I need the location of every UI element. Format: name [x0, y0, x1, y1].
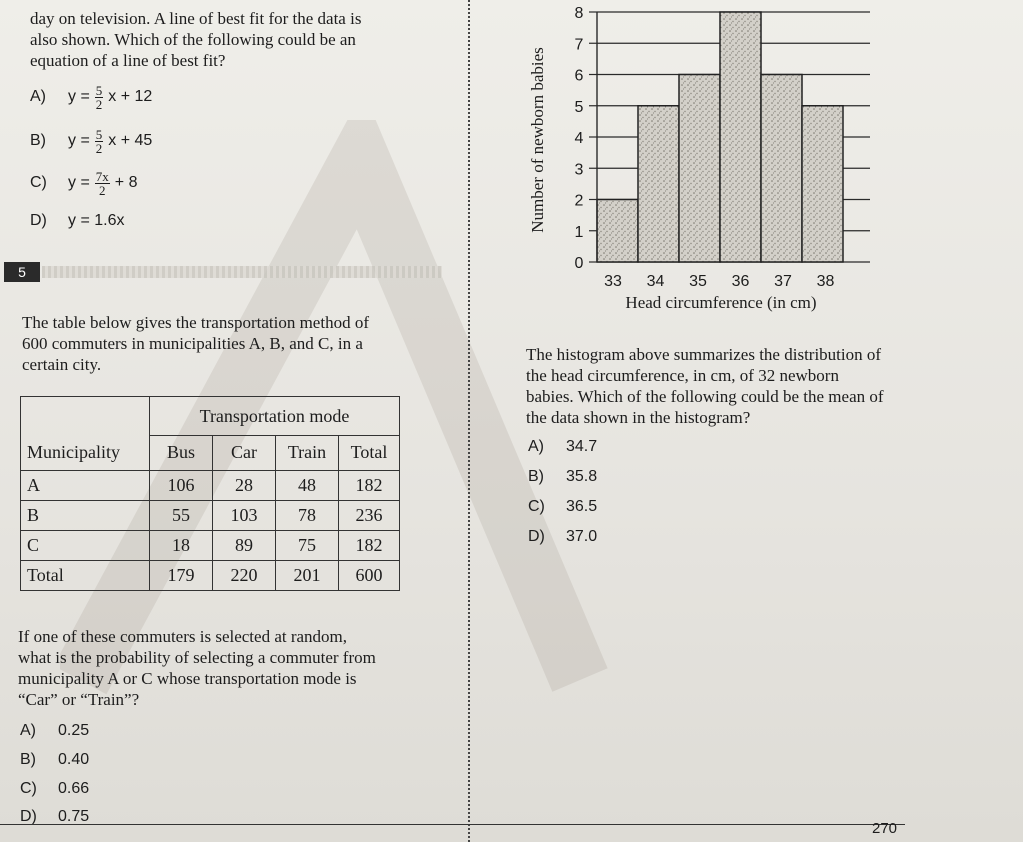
table-cell: 89: [213, 530, 276, 560]
q5-question-line: what is the probability of selecting a commuter from: [18, 648, 376, 667]
choice-text: 37.0: [566, 528, 598, 545]
q5-choice-c: [20, 780, 89, 798]
table-cell: 55: [150, 500, 213, 530]
y-tick-label: 4: [574, 130, 584, 147]
y-axis-label: Number of newborn babies: [528, 47, 547, 233]
histogram-bar: [720, 12, 761, 262]
choice-text: 36.5: [566, 498, 598, 515]
column-header-total: Total: [339, 436, 400, 471]
previous-choice-d: [30, 212, 124, 230]
equation-lhs: y =: [68, 88, 90, 106]
choice-letter: D): [30, 212, 47, 229]
table-row: [21, 560, 400, 590]
question-number-badge: 5: [4, 262, 40, 282]
fraction-numerator: 7x: [95, 169, 109, 184]
table-cell: 600: [339, 560, 400, 590]
q6-text-line: The histogram above summarizes the distribution of: [526, 345, 882, 364]
x-tick-label: 37: [774, 273, 792, 290]
x-axis-label: Head circumference (in cm): [625, 293, 817, 312]
fraction-denominator: 2: [95, 97, 103, 112]
page-number: 270: [872, 820, 898, 837]
table-header-blank: [21, 397, 150, 436]
footer-rule: [0, 824, 905, 825]
x-tick-label: 35: [689, 273, 707, 290]
fraction-numerator: 5: [95, 127, 103, 142]
histogram-bar: [802, 106, 843, 262]
question-header-bar: [42, 266, 442, 278]
fraction-numerator: 5: [95, 83, 103, 98]
choice-text: 35.8: [566, 468, 598, 485]
q6-choice-b: [528, 468, 597, 486]
fraction: [95, 84, 104, 111]
table-cell: 201: [276, 560, 339, 590]
previous-choice-a: [30, 84, 152, 111]
table-cell: 182: [339, 530, 400, 560]
choice-letter: B): [30, 132, 46, 150]
intro-line: equation of a line of best fit?: [30, 51, 226, 70]
table-cell: 179: [150, 560, 213, 590]
histogram-bar: [638, 106, 679, 262]
y-tick-label: 0: [574, 255, 584, 272]
equation-lhs: y =: [68, 132, 90, 150]
transportation-mode-header: Transportation mode: [150, 397, 400, 436]
x-tick-label: 36: [731, 273, 750, 290]
histogram-chart: [525, 0, 875, 318]
y-tick-label: 6: [574, 67, 584, 85]
table-row: [21, 470, 400, 500]
histogram-bar: [597, 200, 638, 263]
q6-choice-c: [528, 498, 597, 516]
choice-text: 0.66: [58, 780, 90, 797]
table-cell: C: [21, 530, 150, 560]
q5-intro-line: 600 commuters in municipalities A, B, and C, in a: [22, 334, 363, 353]
table-cell: 28: [213, 470, 276, 500]
q6-text-line: the head circumference, in cm, of 32 newborn: [526, 366, 839, 385]
choice-letter: C): [528, 498, 545, 515]
transportation-table: [20, 396, 400, 591]
question-5-intro: [22, 312, 452, 375]
equation-lhs: y =: [68, 174, 90, 192]
column-header-municipality: Municipality: [21, 436, 150, 471]
q5-question-line: “Car” or “Train”?: [18, 690, 140, 709]
equation-lhs: y = 1.6x: [68, 212, 125, 229]
previous-choice-b: [30, 128, 152, 155]
column-header-bus: Bus: [150, 436, 213, 471]
y-tick-label: 8: [574, 5, 584, 22]
choice-letter: A): [20, 722, 36, 739]
choice-text: 0.40: [58, 751, 90, 768]
equation-rhs: x + 12: [108, 88, 153, 106]
fraction-denominator: 2: [99, 183, 106, 198]
choice-letter: A): [528, 438, 544, 455]
table-column-header-row: [21, 436, 400, 471]
intro-line: also shown. Which of the following could be an: [30, 30, 356, 49]
choice-letter: C): [20, 780, 37, 797]
table-cell: A: [21, 470, 150, 500]
y-tick-label: 3: [574, 161, 584, 179]
column-header-train: Train: [276, 436, 339, 471]
choice-text: 34.7: [566, 438, 598, 455]
q5-choice-a: [20, 722, 89, 740]
histogram-bar: [679, 75, 720, 263]
table-row: [21, 530, 400, 560]
equation-rhs: + 8: [114, 174, 138, 192]
y-tick-label: 1: [574, 223, 584, 241]
q5-question-line: If one of these commuters is selected at random,: [18, 627, 348, 646]
choice-letter: D): [528, 528, 545, 545]
table-group-header-row: [21, 397, 400, 436]
x-tick-label: 34: [646, 273, 665, 290]
equation-rhs: x + 45: [108, 132, 153, 150]
table-cell: 78: [276, 500, 339, 530]
intro-line: day on television. A line of best fit for the data is: [30, 9, 362, 28]
choice-letter: C): [30, 174, 47, 192]
fraction: [95, 170, 110, 197]
x-tick-label: 38: [816, 273, 835, 290]
table-cell: 103: [213, 500, 276, 530]
q6-choice-d: [528, 528, 597, 546]
q5-choice-b: [20, 751, 89, 769]
choice-letter: B): [20, 751, 36, 768]
fraction-denominator: 2: [95, 141, 103, 156]
column-divider: [468, 0, 470, 842]
choice-letter: B): [528, 468, 544, 485]
choice-letter: A): [30, 88, 46, 106]
question-6-prompt: [526, 344, 966, 428]
column-header-car: Car: [213, 436, 276, 471]
table-cell: 236: [339, 500, 400, 530]
question-5-prompt: [18, 626, 458, 710]
table-cell: 18: [150, 530, 213, 560]
table-cell: 182: [339, 470, 400, 500]
q5-intro-line: The table below gives the transportation method of: [22, 313, 369, 332]
y-tick-label: 7: [574, 36, 584, 54]
table-cell: 75: [276, 530, 339, 560]
table-cell: 106: [150, 470, 213, 500]
q6-choice-a: [528, 438, 597, 456]
q5-intro-line: certain city.: [22, 355, 102, 374]
x-tick-label: 33: [604, 273, 622, 290]
q6-text-line: the data shown in the histogram?: [526, 408, 751, 427]
y-tick-label: 5: [574, 98, 584, 116]
fraction: [95, 128, 104, 155]
table-cell: Total: [21, 560, 150, 590]
table-cell: 48: [276, 470, 339, 500]
table-row: [21, 500, 400, 530]
choice-text: 0.75: [58, 808, 90, 825]
table-cell: 220: [213, 560, 276, 590]
choice-letter: D): [20, 808, 37, 825]
histogram-bar: [761, 75, 802, 263]
previous-question-intro: [30, 8, 460, 71]
q6-text-line: babies. Which of the following could be the mean of: [526, 387, 884, 406]
y-tick-label: 2: [574, 192, 584, 210]
choice-text: 0.25: [58, 722, 90, 739]
q5-question-line: municipality A or C whose transportation mode is: [18, 669, 357, 688]
previous-choice-c: [30, 170, 137, 197]
table-cell: B: [21, 500, 150, 530]
